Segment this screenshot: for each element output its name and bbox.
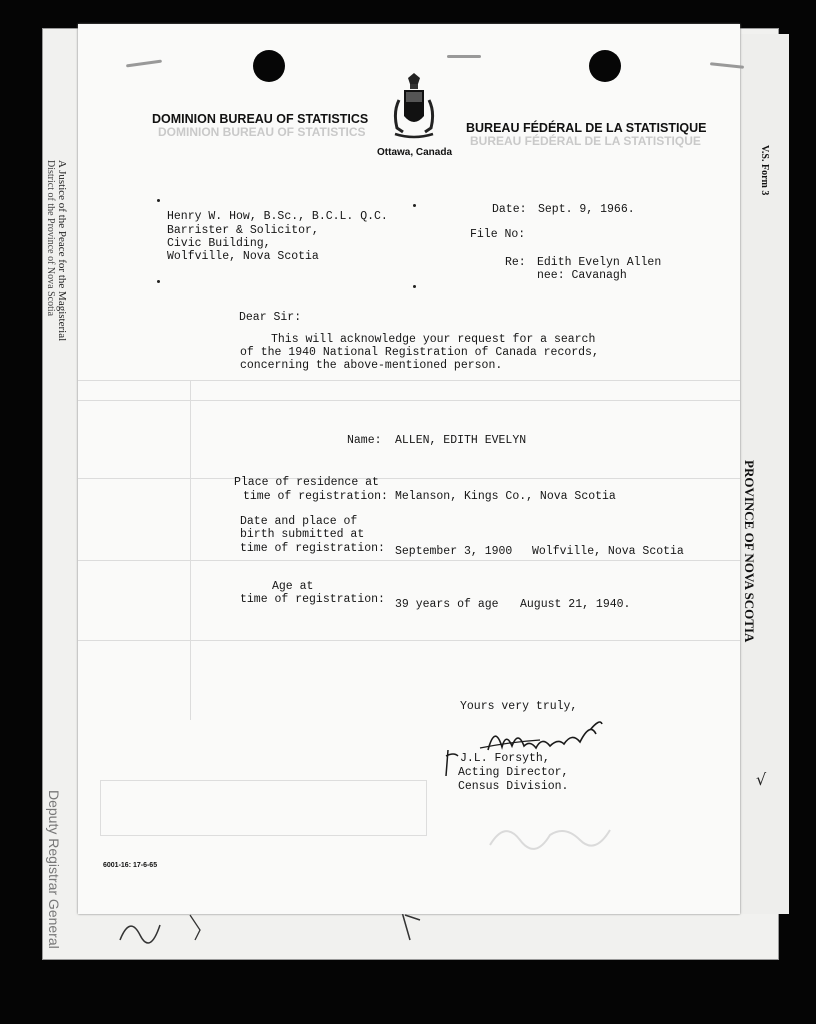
age-label-2: time of registration: [240, 593, 385, 606]
name-label: Name: [347, 434, 382, 447]
header-location: Ottawa, Canada [377, 147, 453, 158]
salutation: Dear Sir: [239, 311, 302, 324]
re-subject-maiden: nee: Cavanagh [537, 269, 627, 282]
bleed-through-text: BUREAU FÉDÉRAL DE LA STATISTIQUE [470, 134, 701, 148]
fold-dot [157, 280, 160, 283]
bleed-through-line [78, 400, 740, 401]
age-date: August 21, 1940. [520, 598, 631, 611]
recipient-name: Henry W. How, B.Sc., B.C.L. Q.C. [167, 210, 388, 223]
bleed-through-line [78, 478, 740, 479]
deputy-registrar-stamp: Deputy Registrar General [46, 790, 62, 949]
date-label: Date: [492, 203, 527, 216]
header-left-title: DOMINION BUREAU OF STATISTICS [152, 112, 369, 126]
birth-label-2: birth submitted at [240, 528, 365, 541]
body-line-3: concerning the above-mentioned person. [240, 359, 503, 372]
recipient-title: Barrister & Solicitor, [167, 224, 319, 237]
bleed-through-line [78, 560, 740, 561]
header-right-title: BUREAU FÉDÉRAL DE LA STATISTIQUE [466, 121, 707, 135]
bleed-through-line [78, 380, 740, 381]
body-line-1: This will acknowledge your request for a search [271, 333, 596, 346]
punch-hole-left [253, 50, 285, 82]
recipient-town: Wolfville, Nova Scotia [167, 250, 319, 263]
fold-dot [157, 199, 160, 202]
punch-hole-right [589, 50, 621, 82]
province-label: PROVINCE OF NOVA SCOTIA [742, 460, 757, 643]
staple-middle [447, 55, 481, 58]
name-value: ALLEN, EDITH EVELYN [395, 434, 527, 447]
signer-name: J.L. Forsyth, [460, 752, 550, 765]
recipient-building: Civic Building, [167, 237, 271, 250]
sign-off: Yours very truly, [460, 700, 578, 713]
form-code: V.S. Form 3 [759, 145, 770, 196]
bleed-through-text: DOMINION BUREAU OF STATISTICS [158, 125, 366, 139]
date-value: Sept. 9, 1966. [538, 203, 635, 216]
residence-label-1: Place of residence at [234, 476, 379, 489]
signer-title: Acting Director, [458, 766, 569, 779]
age-label-1: Age at [272, 580, 314, 593]
fold-dot [413, 285, 416, 288]
coat-of-arms-icon [391, 72, 437, 140]
residence-label-2: time of registration: [243, 490, 388, 503]
birth-place: Wolfville, Nova Scotia [532, 545, 684, 558]
body-line-2: of the 1940 National Registration of Canada records, [240, 346, 599, 359]
birth-label-1: Date and place of [240, 515, 358, 528]
check-mark: √ [756, 770, 767, 789]
re-subject-name: Edith Evelyn Allen [537, 256, 662, 269]
bleed-through-box [100, 780, 427, 836]
form-number: 6001-16: 17-6-65 [103, 862, 158, 869]
re-label: Re: [505, 256, 526, 269]
justice-note-2: District of the Province of Nova Scotia [45, 160, 56, 317]
residence-value: Melanson, Kings Co., Nova Scotia [395, 490, 616, 503]
file-no-label: File No: [470, 228, 526, 241]
bleed-through-line [78, 640, 740, 641]
age-value: 39 years of age [395, 598, 499, 611]
birth-label-3: time of registration: [240, 542, 385, 555]
birth-date: September 3, 1900 [395, 545, 513, 558]
bleed-through-signature [480, 810, 620, 860]
fold-dot [413, 204, 416, 207]
bleed-through-line [190, 380, 191, 720]
justice-note-1: A Justice of the Peace for the Magisterial [56, 160, 68, 342]
signer-division: Census Division. [458, 780, 569, 793]
